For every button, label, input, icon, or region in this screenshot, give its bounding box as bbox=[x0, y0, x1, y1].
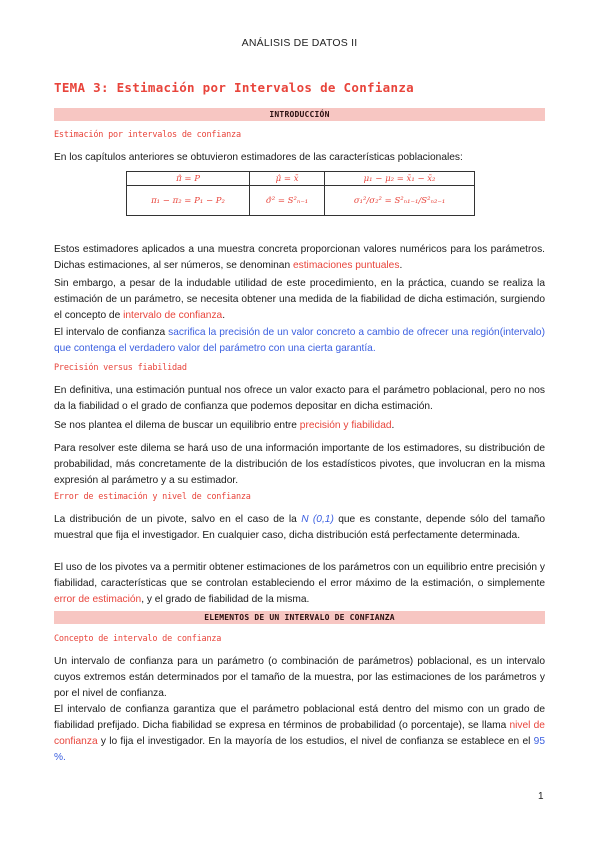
table-cell bbox=[325, 186, 475, 216]
table-cell: π̂ = P bbox=[127, 172, 250, 186]
variance-ratio: σ₁²/σ₂² bbox=[353, 195, 382, 206]
paragraph-intervalo-sacrifica bbox=[54, 325, 545, 357]
paragraph-distribucion-pivote bbox=[54, 512, 545, 544]
paragraph-estimaciones-puntuales bbox=[54, 242, 545, 274]
text: . bbox=[222, 310, 226, 321]
table-cell: σ̂² = S²ₙ₋₁ bbox=[250, 186, 325, 216]
text: El intervalo de confianza bbox=[54, 327, 169, 338]
section-banner-elementos: ELEMENTOS DE UN INTERVALO DE CONFIANZA bbox=[54, 611, 545, 624]
paragraph-resolver: Para resolver este dilema se hará uso de una información importante de los estimadores, su distribución de probabilidad, más concretamente de la distribución de los estadísticos pivotes, que involucran en la misma expresión al parámetro y a su estimador. bbox=[54, 443, 545, 486]
paragraph-sin-embargo bbox=[54, 276, 545, 324]
text: que es constante, depende sólo del tamaño muestral que fija el investigador. En cualquier caso, dicha distribución está perfectamente determinada. bbox=[54, 514, 545, 541]
paragraph-definitiva: En definitiva, una estimación puntual nos ofrece un valor exacto para el parámetro poblacional, pero no nos da la fiabilidad o el grado de confianza que podemos depositar en dicha estimación. bbox=[54, 385, 545, 412]
paragraph-uso-pivotes bbox=[54, 560, 545, 608]
paragraph-dilema bbox=[54, 418, 545, 434]
subheading-estimacion-intervalos: Estimación por intervalos de confianza bbox=[54, 130, 241, 140]
normal-distribution: N (0,1) bbox=[301, 514, 334, 525]
estimators-table bbox=[126, 171, 475, 216]
text: Sin embargo, a pesar de la indudable utilidad de este procedimiento, en la práctica, cuando se realiza la estimación de un parámetro, se necesita obtener una medida de la fiabilidad de dicha estimación, surgiendo el concepto de bbox=[54, 278, 545, 321]
highlight-precision-fiabilidad: precisión y fiabilidad bbox=[299, 420, 392, 431]
page-header: ANÁLISIS DE DATOS II bbox=[241, 37, 358, 49]
table-cell: μ̂ = x̄ bbox=[250, 172, 325, 186]
chapter-title: TEMA 3: Estimación por Intervalos de Confianza bbox=[54, 80, 414, 95]
text: El intervalo de confianza garantiza que el parámetro poblacional está dentro del mismo con un grado de fiabilidad prefijado. Dicha fiabilidad se expresa en términos de probabilidad (o porcentaje), se llama bbox=[54, 704, 545, 731]
text: El uso de los pivotes va a permitir obtener estimaciones de los parámetros con un equilibrio entre precisión y fiabilidad, características que se controlan estableciendo el error máximo de la estimación, o simplemente bbox=[54, 562, 545, 589]
highlight-sacrifica: sacrifica la precisión de un valor concreto a cambio de ofrecer una región(intervalo) que contenga el verdadero valor del parámetro con una cierta garantía. bbox=[54, 327, 545, 354]
paragraph-garantiza bbox=[54, 702, 545, 766]
text: y lo fija el investigador. En la mayoría de los estudios, el nivel de confianza se establece en el bbox=[97, 736, 534, 747]
table-cell: π₁ − π₂ = P₁ − P₂ bbox=[127, 186, 250, 216]
page-number: 1 bbox=[538, 791, 544, 802]
section-banner-introduccion: INTRODUCCIÓN bbox=[54, 108, 545, 121]
text: Estos estimadores aplicados a una muestra concreta proporcionan valores numéricos para los parámetros. Dichas estimaciones, al ser números, se denominan bbox=[54, 244, 545, 271]
text: , y el grado de fiabilidad de la misma. bbox=[141, 594, 310, 605]
paragraph-intro: En los capítulos anteriores se obtuvieron estimadores de las características poblacionales: bbox=[54, 152, 463, 163]
highlight-estimaciones-puntuales: estimaciones puntuales bbox=[292, 260, 400, 271]
subheading-error-nivel: Error de estimación y nivel de confianza bbox=[54, 492, 251, 502]
highlight-nivel-confianza: nivel de confianza bbox=[54, 720, 545, 747]
highlight-intervalo-confianza: intervalo de confianza bbox=[123, 310, 223, 321]
text: La distribución de un pivote, salvo en el caso de la bbox=[54, 514, 302, 525]
paragraph-concepto: Un intervalo de confianza para un parámetro (o combinación de parámetros) poblacional, es un intervalo cuyos extremos están determinados por el tamaño de la muestra, por las estimaciones de los parámetros y por el nivel de confianza. bbox=[54, 656, 545, 699]
table-cell: μ₁ − μ₂ = x̄₁ − x̄₂ bbox=[325, 172, 475, 186]
highlight-95: 95 %. bbox=[54, 736, 545, 763]
subheading-precision-fiabilidad: Precisión versus fiabilidad bbox=[54, 363, 187, 373]
variance-ratio-estimate: = S²ₙ₁₋₁/S²ₙ₂₋₁ bbox=[384, 195, 446, 206]
text: . bbox=[399, 260, 403, 271]
subheading-concepto-intervalo: Concepto de intervalo de confianza bbox=[54, 634, 222, 644]
text: Se nos plantea el dilema de buscar un equilibrio entre bbox=[54, 420, 300, 431]
text: . bbox=[391, 420, 395, 431]
highlight-error-estimacion: error de estimación bbox=[54, 594, 142, 605]
